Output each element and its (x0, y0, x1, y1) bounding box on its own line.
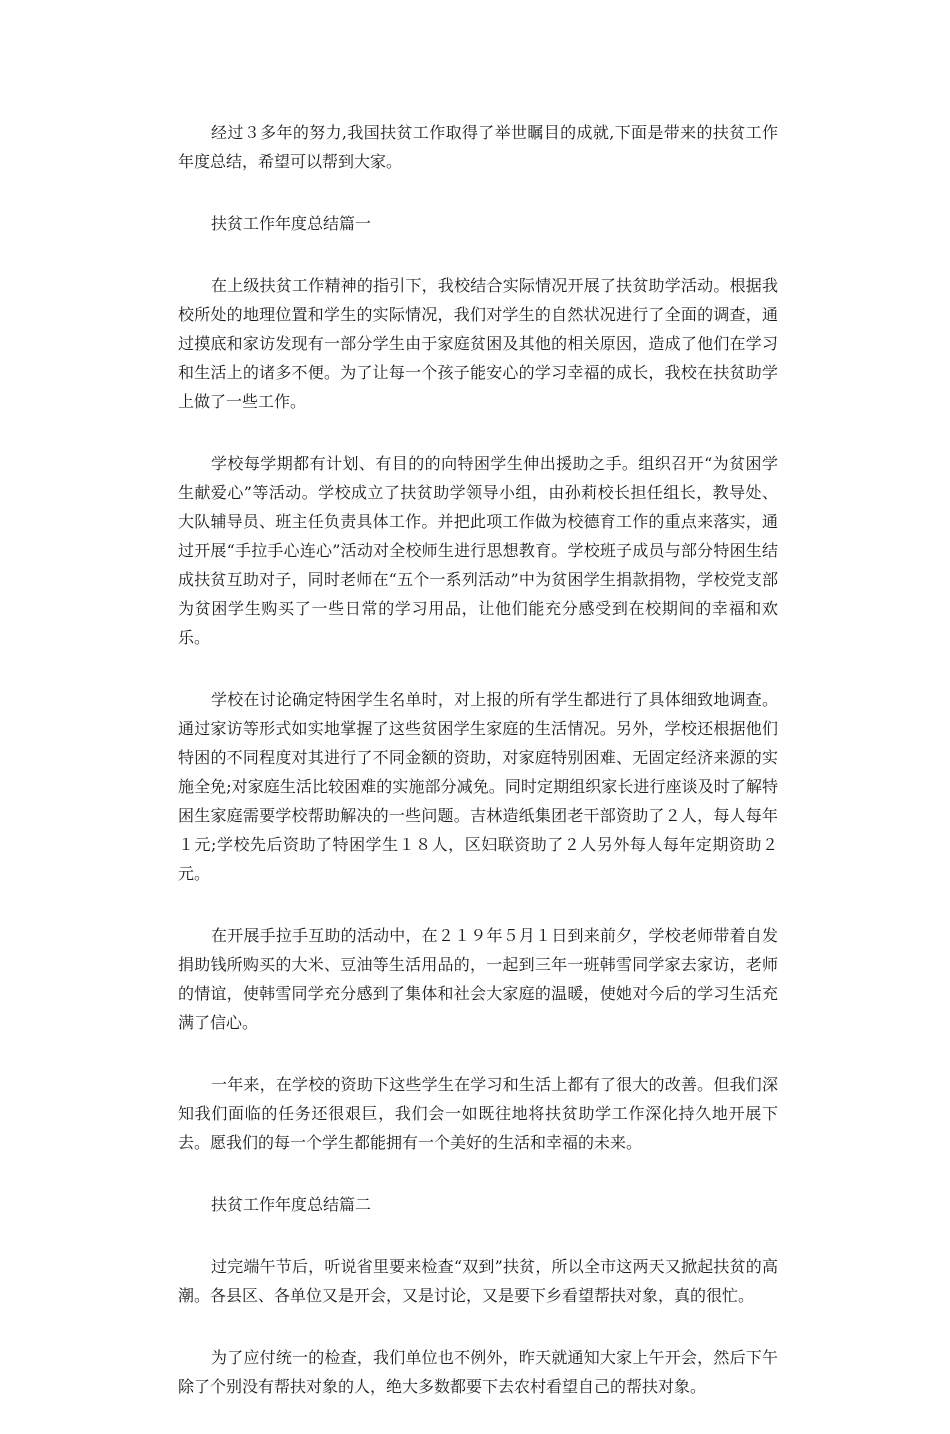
body-paragraph: 一年来，在学校的资助下这些学生在学习和生活上都有了很大的改善。但我们深知我们面临的任务还很艰巨，我们会一如既往地将扶贫助学工作深化持久地开展下去。愿我们的每一个学生都能拥有一个美好的生活和幸福的未来。 (178, 1075, 778, 1152)
section-heading-two: 扶贫工作年度总结篇二 (211, 1195, 372, 1214)
intro-paragraph: 经过３多年的努力,我国扶贫工作取得了举世瞩目的成就,下面是带来的扶贫工作年度总结，希望可以帮到大家。 (178, 123, 778, 171)
document-body (178, 118, 778, 1434)
body-paragraph: 为了应付统一的检查，我们单位也不例外，昨天就通知大家上午开会，然后下午除了个别没有帮扶对象的人，绝大多数都要下去农村看望自己的帮扶对象。 (178, 1348, 778, 1396)
body-paragraph: 过完端午节后，听说省里要来检查“双到”扶贫，所以全市这两天又掀起扶贫的高潮。各县区、各单位又是开会，又是讨论，又是要下乡看望帮扶对象，真的很忙。 (178, 1257, 778, 1305)
body-paragraph: 学校在讨论确定特困学生名单时，对上报的所有学生都进行了具体细致地调查。通过家访等形式如实地掌握了这些贫困学生家庭的生活情况。另外，学校还根据他们特困的不同程度对其进行了不同金额的资助，对家庭特别困难、无固定经济来源的实施全免;对家庭生活比较困难的实施部分减免。同时定期组织家长进行座谈及时了解特困生家庭需要学校帮助解决的一些问题。吉林造纸集团老干部资助了２人，每人每年１元;学校先后资助了特困学生１８人，区妇联资助了２人另外每人每年定期资助２元。 (178, 690, 778, 883)
section-heading-one: 扶贫工作年度总结篇一 (211, 214, 372, 233)
body-paragraph: 在开展手拉手互助的活动中，在２１９年５月１日到来前夕，学校老师带着自发捐助钱所购买的大米、豆油等生活用品的，一起到三年一班韩雪同学家去家访，老师的情谊，使韩雪同学充分感到了集体和社会大家庭的温暖，使她对今后的学习生活充满了信心。 (178, 926, 778, 1032)
body-paragraph: 在上级扶贫工作精神的指引下，我校结合实际情况开展了扶贫助学活动。根据我校所处的地理位置和学生的实际情况，我们对学生的自然状况进行了全面的调查，通过摸底和家访发现有一部分学生由于家庭贫困及其他的相关原因，造成了他们在学习和生活上的诸多不便。为了让每一个孩子能安心的学习幸福的成长，我校在扶贫助学上做了一些工作。 (178, 276, 778, 411)
body-paragraph: 学校每学期都有计划、有目的的向特困学生伸出援助之手。组织召开“为贫困学生献爱心”等活动。学校成立了扶贫助学领导小组，由孙莉校长担任组长，教导处、大队辅导员、班主任负责具体工作。并把此项工作做为校德育工作的重点来落实，通过开展“手拉手心连心”活动对全校师生进行思想教育。学校班子成员与部分特困生结成扶贫互助对子，同时老师在“五个一系列活动”中为贫困学生捐款捐物，学校党支部为贫困学生购买了一些日常的学习用品，让他们能充分感受到在校期间的幸福和欢乐。 (178, 454, 778, 647)
